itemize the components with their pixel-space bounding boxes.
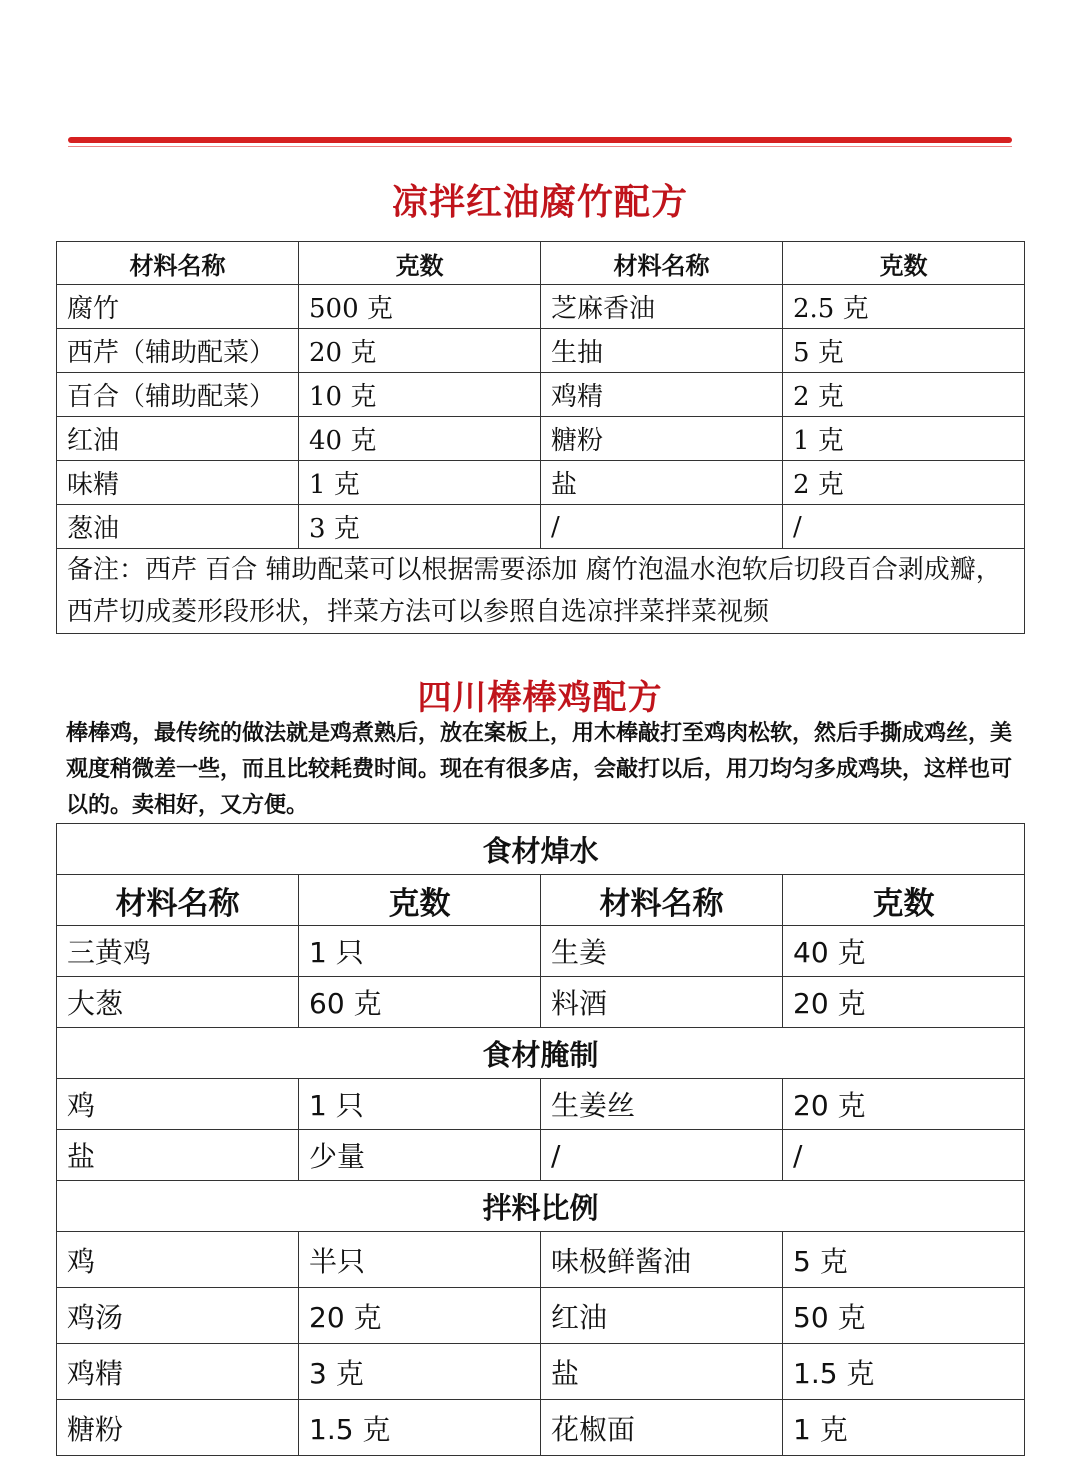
table-cell: 1 克: [299, 461, 541, 505]
table-row: [57, 1130, 1025, 1181]
table-cell: 20 克: [299, 329, 541, 373]
table-cell: 腐竹: [57, 285, 299, 329]
table-header-row: [57, 875, 1025, 926]
section-heading: 食材焯水: [57, 824, 1025, 875]
table-cell: 花椒面: [541, 1400, 783, 1456]
table-cell: 百合（辅助配菜）: [57, 373, 299, 417]
table-cell: 2 克: [783, 373, 1025, 417]
table-row: [57, 1344, 1025, 1400]
header-cell: 克数: [299, 875, 541, 926]
table-row: [57, 285, 1025, 329]
header-cell: 材料名称: [57, 242, 299, 285]
note-row: [57, 549, 1025, 634]
table-cell: 500 克: [299, 285, 541, 329]
table-cell: 大葱: [57, 977, 299, 1028]
table-row: [57, 977, 1025, 1028]
table-cell: /: [783, 1130, 1025, 1181]
table-cell: 鸡: [57, 1232, 299, 1288]
note-cell: 备注：西芹 百合 辅助配菜可以根据需要添加 腐竹泡温水泡软后切段百合剥成瓣，西芹切成菱形段形状，拌菜方法可以参照自选凉拌菜拌菜视频: [57, 549, 1025, 634]
table-cell: 芝麻香油: [541, 285, 783, 329]
table-cell: 2.5 克: [783, 285, 1025, 329]
table-cell: 盐: [57, 1130, 299, 1181]
section-heading-row: [57, 1181, 1025, 1232]
header-cell: 克数: [783, 875, 1025, 926]
table-cell: 三黄鸡: [57, 926, 299, 977]
top-divider: [68, 137, 1012, 143]
table-header-row: [57, 242, 1025, 285]
table-cell: 少量: [299, 1130, 541, 1181]
table-cell: 1 只: [299, 926, 541, 977]
table-cell: 糖粉: [57, 1400, 299, 1456]
table-cell: 生姜: [541, 926, 783, 977]
header-cell: 材料名称: [541, 875, 783, 926]
table-row: [57, 1079, 1025, 1130]
header-cell: 材料名称: [57, 875, 299, 926]
table-row: [57, 1288, 1025, 1344]
section-heading-row: [57, 1028, 1025, 1079]
table-cell: 3 克: [299, 1344, 541, 1400]
table-cell: 10 克: [299, 373, 541, 417]
top-divider-shadow: [68, 146, 1012, 147]
table-cell: 20 克: [299, 1288, 541, 1344]
recipe1-table: [56, 241, 1025, 634]
table-cell: /: [783, 505, 1025, 549]
recipe2-table: [56, 823, 1025, 1456]
table-cell: 红油: [541, 1288, 783, 1344]
table-cell: 鸡精: [541, 373, 783, 417]
table-cell: 半只: [299, 1232, 541, 1288]
section-heading: 食材腌制: [57, 1028, 1025, 1079]
table-cell: 5 克: [783, 1232, 1025, 1288]
table-cell: 生姜丝: [541, 1079, 783, 1130]
table-cell: 3 克: [299, 505, 541, 549]
table-cell: /: [541, 1130, 783, 1181]
table-cell: 鸡汤: [57, 1288, 299, 1344]
table-row: [57, 461, 1025, 505]
table-cell: 糖粉: [541, 417, 783, 461]
table-row: [57, 417, 1025, 461]
table-cell: 红油: [57, 417, 299, 461]
table-cell: 鸡精: [57, 1344, 299, 1400]
table-row: [57, 505, 1025, 549]
table-cell: 60 克: [299, 977, 541, 1028]
table-cell: 西芹（辅助配菜）: [57, 329, 299, 373]
section-heading: 拌料比例: [57, 1181, 1025, 1232]
table-cell: 2 克: [783, 461, 1025, 505]
table-cell: 40 克: [299, 417, 541, 461]
table-cell: 50 克: [783, 1288, 1025, 1344]
table-row: [57, 1232, 1025, 1288]
header-cell: 克数: [299, 242, 541, 285]
table-cell: 生抽: [541, 329, 783, 373]
table-cell: 1 只: [299, 1079, 541, 1130]
header-cell: 克数: [783, 242, 1025, 285]
table-cell: 20 克: [783, 1079, 1025, 1130]
table-cell: 味精: [57, 461, 299, 505]
table-cell: 1 克: [783, 1400, 1025, 1456]
table-cell: 20 克: [783, 977, 1025, 1028]
table-cell: 味极鲜酱油: [541, 1232, 783, 1288]
table-cell: 1.5 克: [783, 1344, 1025, 1400]
header-cell: 材料名称: [541, 242, 783, 285]
section-heading-row: [57, 824, 1025, 875]
section1-title: 凉拌红油腐竹配方: [391, 182, 688, 223]
table-row: [57, 329, 1025, 373]
table-row: [57, 373, 1025, 417]
section2-intro: 棒棒鸡，最传统的做法就是鸡煮熟后，放在案板上，用木棒敲打至鸡肉松软，然后手撕成鸡丝，美观度稍微差一些，而且比较耗费时间。现在有很多店，会敲打以后，用刀均匀多成鸡块，这样也可以的。卖相好，又方便。: [66, 721, 1013, 818]
section2-title: 四川棒棒鸡配方: [417, 678, 663, 718]
table-cell: 盐: [541, 461, 783, 505]
table-cell: 5 克: [783, 329, 1025, 373]
table-cell: 盐: [541, 1344, 783, 1400]
table-row: [57, 1400, 1025, 1456]
table-cell: 鸡: [57, 1079, 299, 1130]
table-cell: 40 克: [783, 926, 1025, 977]
table-cell: 料酒: [541, 977, 783, 1028]
table-cell: 1 克: [783, 417, 1025, 461]
table-cell: /: [541, 505, 783, 549]
table-row: [57, 926, 1025, 977]
table-cell: 1.5 克: [299, 1400, 541, 1456]
table-cell: 葱油: [57, 505, 299, 549]
